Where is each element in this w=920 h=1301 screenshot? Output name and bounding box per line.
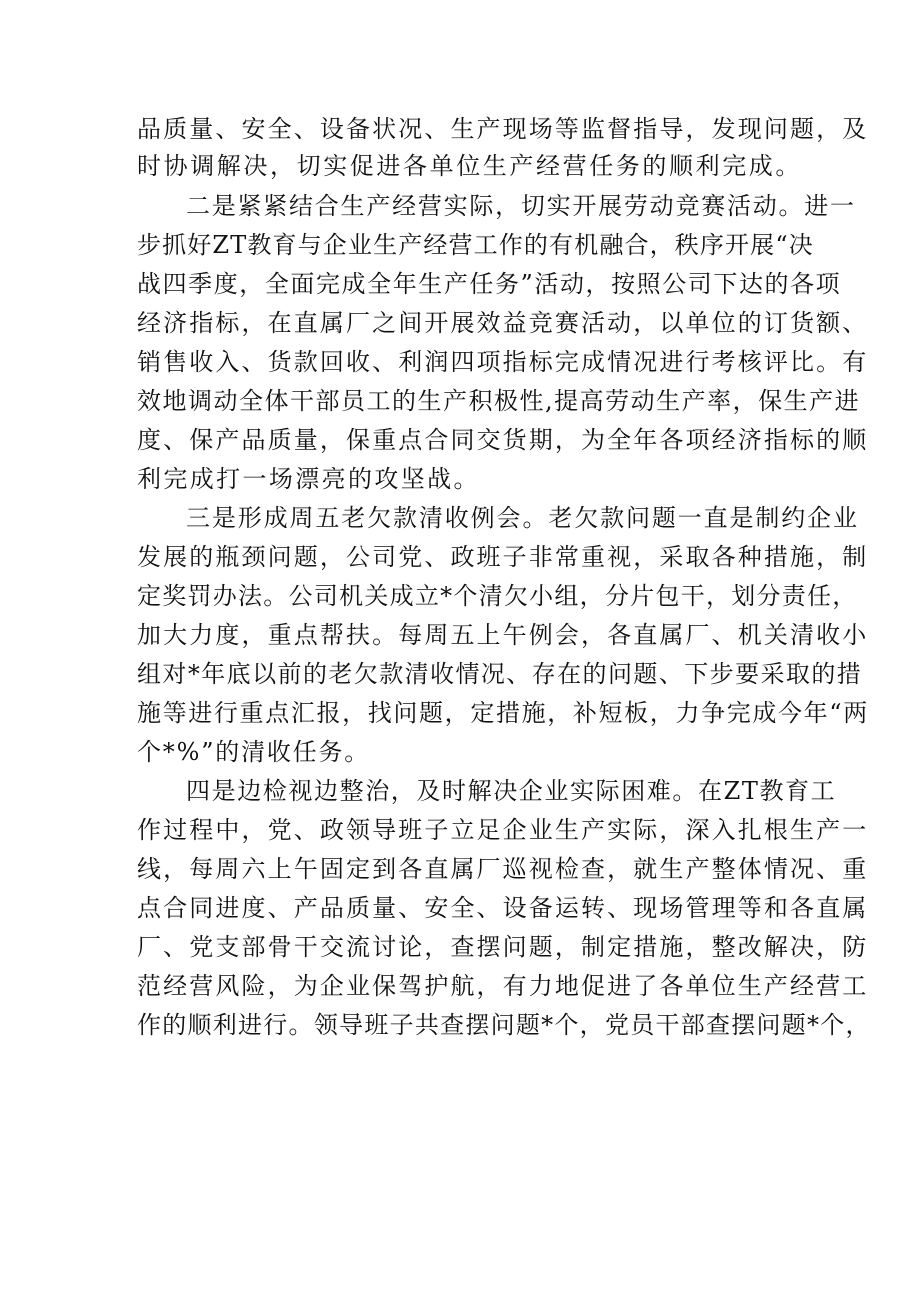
text-line-24: 作的顺利进行。领导班子共查摆问题*个，党员干部查摆问题*个， bbox=[137, 1011, 871, 1039]
text-line-2: 时协调解决，切实促进各单位生产经营任务的顺利完成。 bbox=[137, 152, 802, 180]
text-line-10: 利完成打一场漂亮的攻坚战。 bbox=[137, 465, 480, 493]
text-line-21: 点合同进度、产品质量、安全、设备运转、现场管理等和各直属 bbox=[137, 894, 869, 922]
text-line-20: 线，每周六上午固定到各直属厂巡视检查，就生产整体情况、重 bbox=[137, 855, 869, 883]
text-line-9: 度、保产品质量，保重点合同交货期，为全年各项经济指标的顺 bbox=[137, 426, 869, 454]
text-line-14: 加大力度，重点帮扶。每周五上午例会，各直属厂、机关清收小 bbox=[137, 621, 869, 649]
text-line-11: 三是形成周五老欠款清收例会。老欠款问题一直是制约企业 bbox=[186, 504, 859, 532]
text-line-18: 四是边检视边整治，及时解决企业实际困难。在ZT教育工 bbox=[186, 777, 837, 805]
text-line-7: 销售收入、货款回收、利润四项指标完成情况进行考核评比。有 bbox=[137, 348, 869, 376]
text-line-5: 战四季度，全面完成全年生产任务”活动，按照公司下达的各项 bbox=[137, 270, 842, 298]
text-line-1: 品质量、安全、设备状况、生产现场等监督指导，发现问题，及 bbox=[137, 115, 869, 143]
text-line-15: 组对*年底以前的老欠款清收情况、存在的问题、下步要采取的措 bbox=[137, 660, 863, 688]
text-line-16: 施等进行重点汇报，找问题，定措施，补短板，力争完成今年“两 bbox=[137, 699, 869, 727]
text-line-4: 步抓好ZT教育与企业生产经营工作的有机融合，秩序开展“决 bbox=[137, 231, 814, 259]
text-line-17: 个*%”的清收任务。 bbox=[137, 738, 371, 766]
text-line-12: 发展的瓶颈问题，公司党、政班子非常重视，采取各种措施，制 bbox=[137, 543, 869, 571]
text-line-3: 二是紧紧结合生产经营实际，切实开展劳动竞赛活动。进一 bbox=[186, 192, 856, 220]
text-line-8: 效地调动全体干部员工的生产积极性,提高劳动生产率，保生产进 bbox=[137, 387, 861, 415]
text-line-22: 厂、党支部骨干交流讨论，查摆问题，制定措施，整改解决，防 bbox=[137, 933, 869, 961]
text-line-6: 经济指标，在直属厂之间开展效益竞赛活动，以单位的订货额、 bbox=[137, 309, 869, 337]
text-line-19: 作过程中，党、政领导班子立足企业生产实际，深入扎根生产一 bbox=[137, 816, 869, 844]
text-line-23: 范经营风险，为企业保驾护航，有力地促进了各单位生产经营工 bbox=[137, 972, 869, 1000]
text-line-13: 定奖罚办法。公司机关成立*个清欠小组，分片包干，划分责任， bbox=[137, 582, 858, 610]
